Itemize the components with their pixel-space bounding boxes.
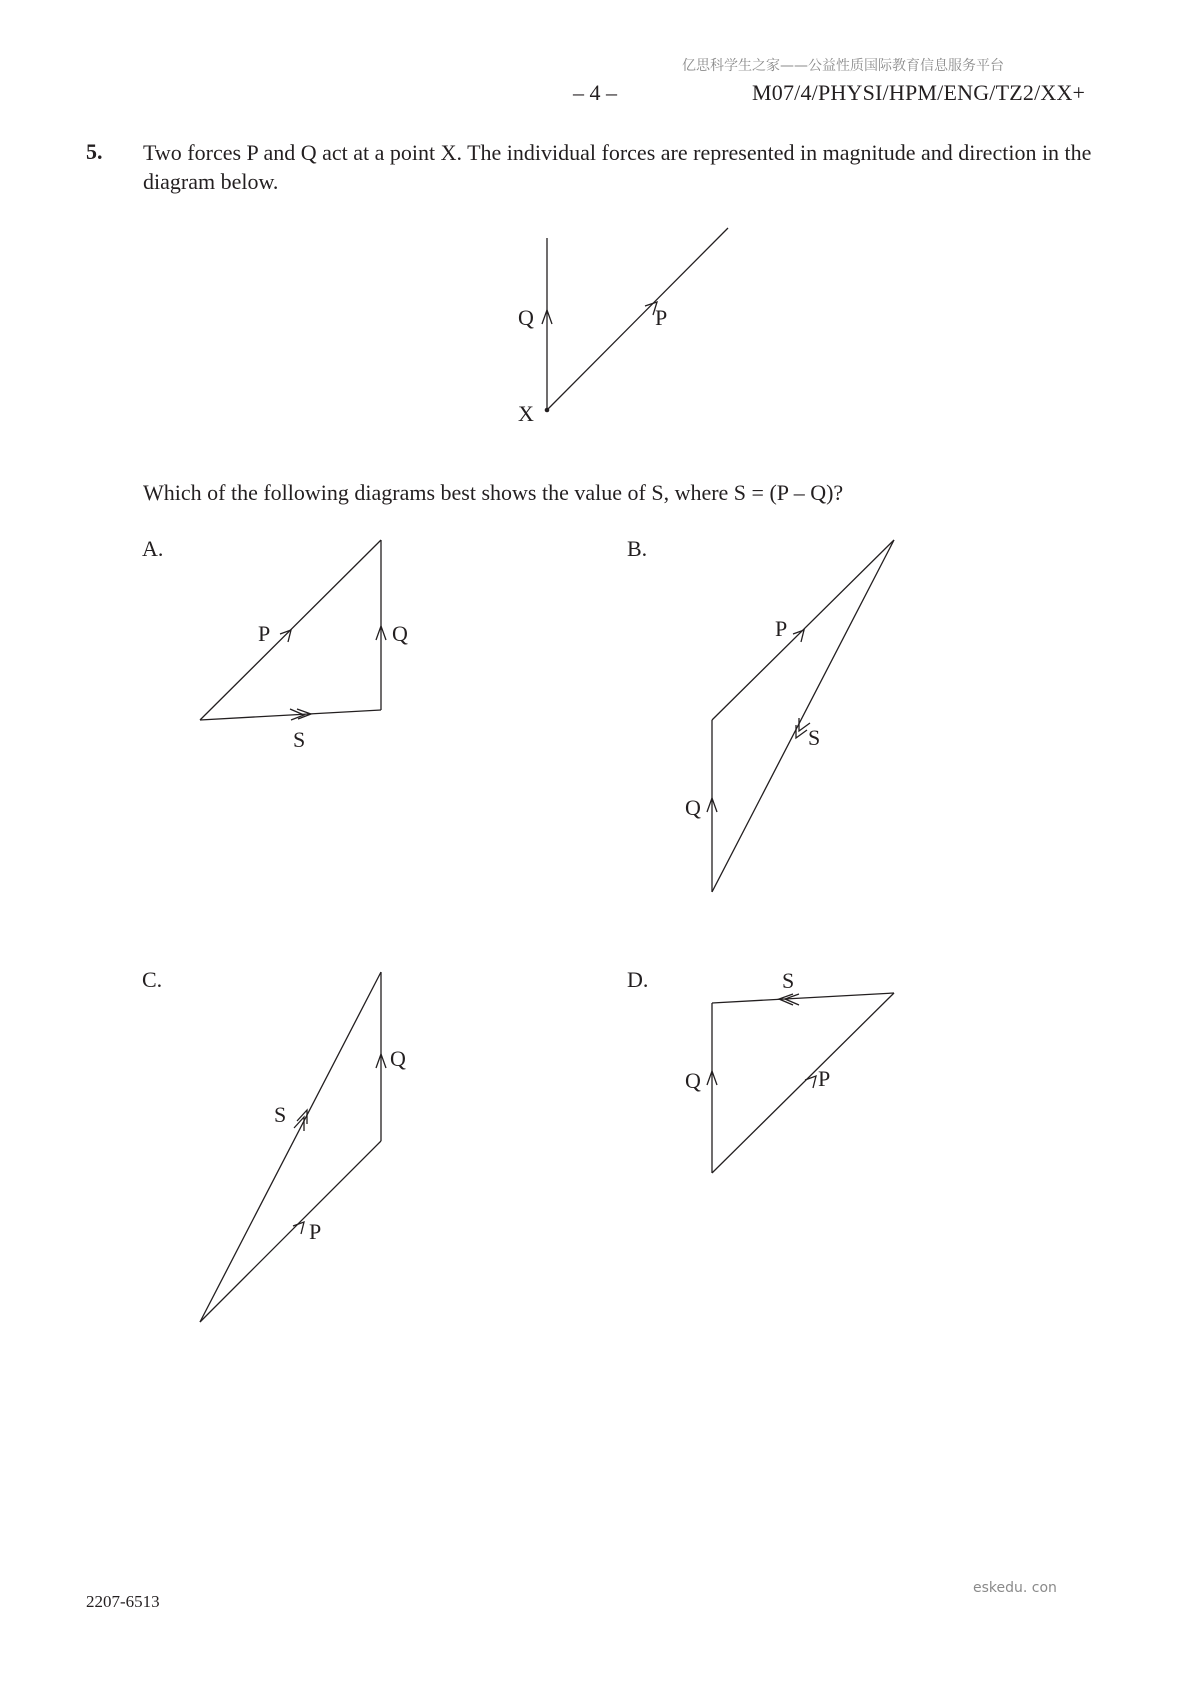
page-number: – 4 –	[573, 80, 617, 105]
c-vector-p	[200, 1141, 381, 1322]
d-label-s: S	[782, 968, 795, 993]
question-number: 5.	[86, 139, 103, 164]
option-a-diagram	[200, 540, 408, 752]
d-label-p: P	[818, 1066, 831, 1091]
c-label-p: P	[309, 1219, 322, 1244]
main-label-q: Q	[518, 305, 534, 330]
main-force-diagram	[518, 228, 728, 426]
a-label-s: S	[293, 727, 306, 752]
option-d-diagram	[685, 968, 894, 1173]
main-vector-p	[547, 228, 728, 410]
a-label-q: Q	[392, 621, 408, 646]
c-label-s: S	[274, 1102, 287, 1127]
main-label-p: P	[655, 305, 668, 330]
d-vector-s	[712, 993, 894, 1003]
b-label-s: S	[808, 725, 821, 750]
option-d-letter: D.	[627, 967, 649, 992]
c-label-q: Q	[390, 1046, 406, 1071]
point-x	[545, 408, 550, 413]
main-label-x: X	[518, 401, 534, 426]
b-arrowhead-p	[793, 630, 804, 642]
option-a-letter: A.	[142, 536, 164, 561]
a-vector-s	[200, 710, 381, 720]
footer-site: eskedu. con	[973, 1580, 1057, 1596]
d-arrowhead-p	[805, 1076, 816, 1088]
footer-code: 2207-6513	[86, 1592, 160, 1611]
option-b-letter: B.	[627, 536, 648, 561]
d-label-q: Q	[685, 1068, 701, 1093]
paper-code: M07/4/PHYSI/HPM/ENG/TZ2/XX+	[752, 80, 1086, 105]
b-label-p: P	[775, 616, 788, 641]
c-vector-s	[200, 972, 381, 1322]
option-c-diagram	[200, 972, 406, 1322]
b-label-q: Q	[685, 795, 701, 820]
option-c-letter: C.	[142, 967, 163, 992]
question-prompt: Which of the following diagrams best shows the value of S, where S = (P – Q)?	[143, 480, 844, 505]
a-label-p: P	[258, 621, 271, 646]
question-text: Two forces P and Q act at a point X. The individual forces are represented in magnitude and direction in the diagram below.	[143, 140, 1092, 194]
d-vector-p	[712, 993, 894, 1173]
option-b-diagram	[685, 540, 894, 892]
b-vector-s	[712, 540, 894, 892]
watermark-text: 亿思科学生之家——公益性质国际教育信息服务平台	[682, 58, 1004, 74]
